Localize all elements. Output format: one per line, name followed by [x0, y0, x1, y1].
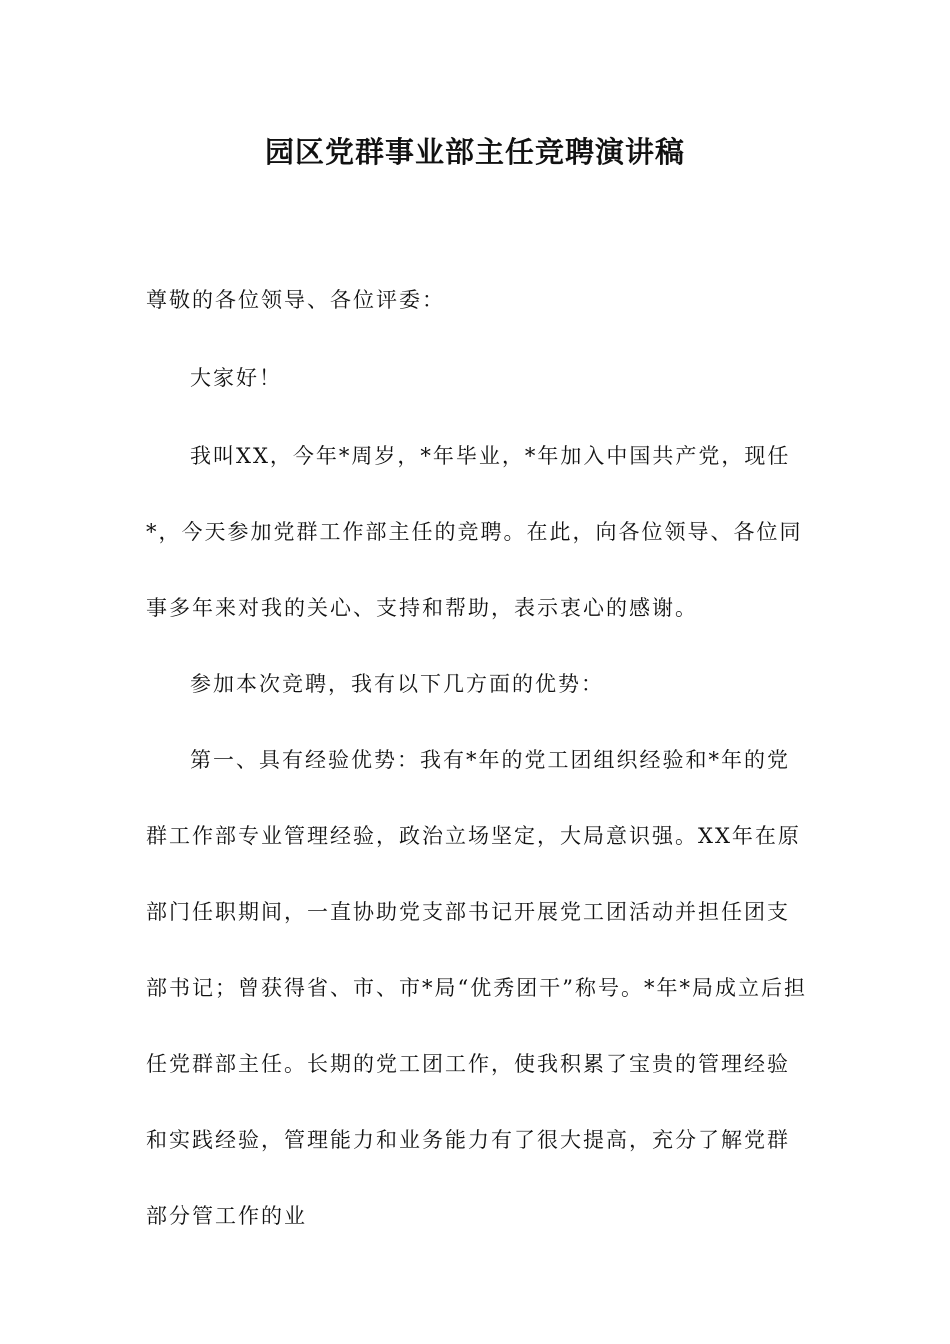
- introduction-paragraph: 我叫XX，今年*周岁，*年毕业，*年加入中国共产党，现任*，今天参加党群工作部主任的竞聘。在此，向各位领导、各位同事多年来对我的关心、支持和帮助，表示衷心的感谢。: [146, 444, 803, 620]
- experience-advantage-paragraph: 第一、具有经验优势：我有*年的党工团组织经验和*年的党群工作部专业管理经验，政治立场坚定，大局意识强。XX年在原部门任职期间，一直协助党支部书记开展党工团活动并担任团支部书记；曾获得省、市、市*局“优秀团干”称号。*年*局成立后担任党群部主任。长期的党工团工作，使我积累了宝贵的管理经验和实践经验，管理能力和业务能力有了很大提高，充分了解党群部分管工作的业: [146, 748, 807, 1228]
- document-title: 园区党群事业部主任竞聘演讲稿: [264, 135, 685, 169]
- salutation-paragraph: 尊敬的各位领导、各位评委：: [146, 288, 445, 312]
- greeting-paragraph: 大家好！: [190, 366, 282, 390]
- document-body: [146, 282, 811, 1274]
- advantages-intro-paragraph: 参加本次竞聘，我有以下几方面的优势：: [190, 672, 604, 696]
